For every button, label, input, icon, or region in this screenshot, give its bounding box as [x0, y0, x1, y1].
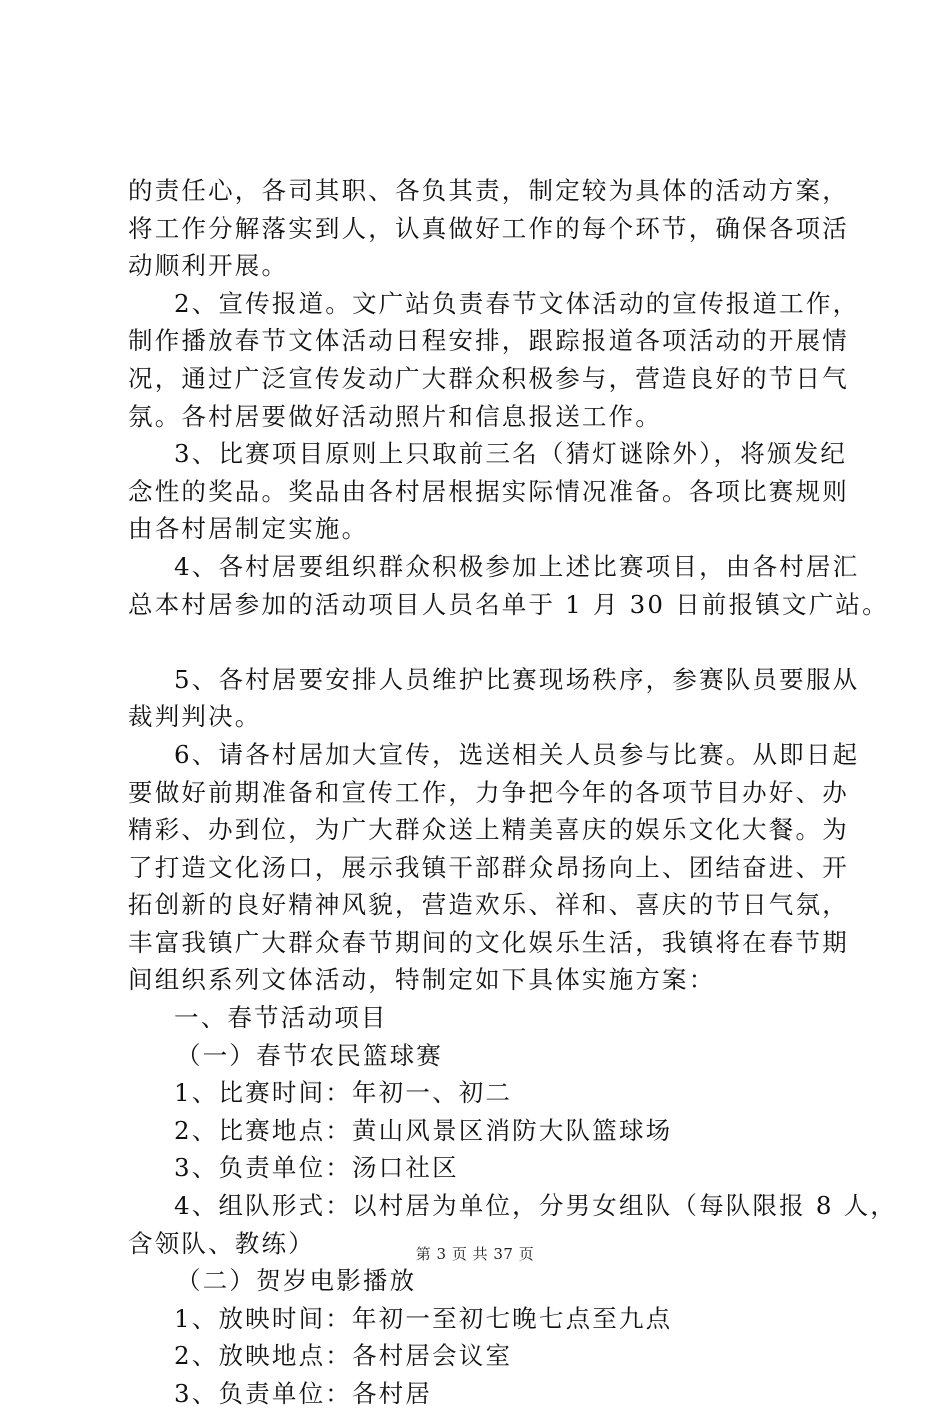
section-heading: 一、春节活动项目 — [174, 1003, 388, 1033]
paragraph-line: 况，通过广泛宣传发动广大群众积极参与，营造良好的节日气 — [128, 363, 849, 393]
paragraph-gap — [128, 623, 848, 661]
document-body — [128, 172, 898, 1413]
paragraph-line: 5、各村居要安排人员维护比赛现场秩序，参赛队员要服从 — [174, 664, 860, 694]
paragraph-line: 制作播放春节文体活动日程安排，跟踪报道各项活动的开展情 — [128, 326, 849, 356]
subsection-heading: （二）贺岁电影播放 — [176, 1266, 417, 1296]
list-item: 3、负责单位：各村居 — [174, 1379, 433, 1408]
paragraph-line: 间组织系列文体活动，特制定如下具体实施方案： — [128, 965, 716, 995]
list-item: 3、负责单位：汤口社区 — [174, 1153, 459, 1183]
paragraph-line: 拓创新的良好精神风貌，营造欢乐、祥和、喜庆的节日气氛， — [128, 890, 849, 920]
paragraph-line: 动顺利开展。 — [128, 251, 289, 281]
list-item-continuation: 含领队、教练） — [128, 1228, 315, 1258]
paragraph-line: 精彩、办到位，为广大群众送上精美喜庆的娱乐文化大餐。为 — [128, 815, 849, 845]
list-item: 2、比赛地点：黄山风景区消防大队篮球场 — [174, 1115, 673, 1145]
paragraph-line: 将工作分解落实到人，认真做好工作的每个环节，确保各项活 — [128, 213, 849, 243]
paragraph-line: 6、请各村居加大宣传，选送相关人员参与比赛。从即日起 — [174, 739, 860, 769]
paragraph-line: 3、比赛项目原则上只取前三名（猜灯谜除外），将颁发纪 — [174, 439, 848, 469]
paragraph-line: 4、各村居要组织群众积极参加上述比赛项目，由各村居汇 — [174, 551, 860, 581]
paragraph-line: 的责任心，各司其职、各负其责，制定较为具体的活动方案， — [128, 176, 849, 205]
paragraph-line: 氛。各村居要做好活动照片和信息报送工作。 — [128, 401, 662, 431]
paragraph-line: 丰富我镇广大群众春节期间的文化娱乐生活，我镇将在春节期 — [128, 927, 849, 957]
list-item: 4、组队形式：以村居为单位，分男女组队（每队限报 8 人， — [174, 1191, 898, 1221]
list-item: 2、放映地点：各村居会议室 — [174, 1341, 513, 1371]
paragraph-line: 2、宣传报道。文广站负责春节文体活动的宣传报道工作， — [174, 288, 860, 318]
paragraph-line: 了打造文化汤口，展示我镇干部群众昂扬向上、团结奋进、开 — [128, 852, 849, 882]
subsection-heading: （一）春节农民篮球赛 — [176, 1040, 443, 1070]
paragraph-line: 念性的奖品。奖品由各村居根据实际情况准备。各项比赛规则 — [128, 476, 849, 506]
page-footer: 第 3 页 共 37 页 — [415, 1245, 535, 1263]
paragraph-line: 总本村居参加的活动项目人员名单于 1 月 30 日前报镇文广站。 — [128, 589, 889, 619]
list-item: 1、比赛时间：年初一、初二 — [174, 1078, 513, 1108]
list-item: 1、放映时间：年初一至初七晚七点至九点 — [174, 1303, 673, 1333]
paragraph-line: 裁判判决。 — [128, 702, 262, 732]
paragraph-line: 要做好前期准备和宣传工作，力争把今年的各项节目办好、办 — [128, 777, 849, 807]
paragraph-line: 由各村居制定实施。 — [128, 514, 369, 544]
